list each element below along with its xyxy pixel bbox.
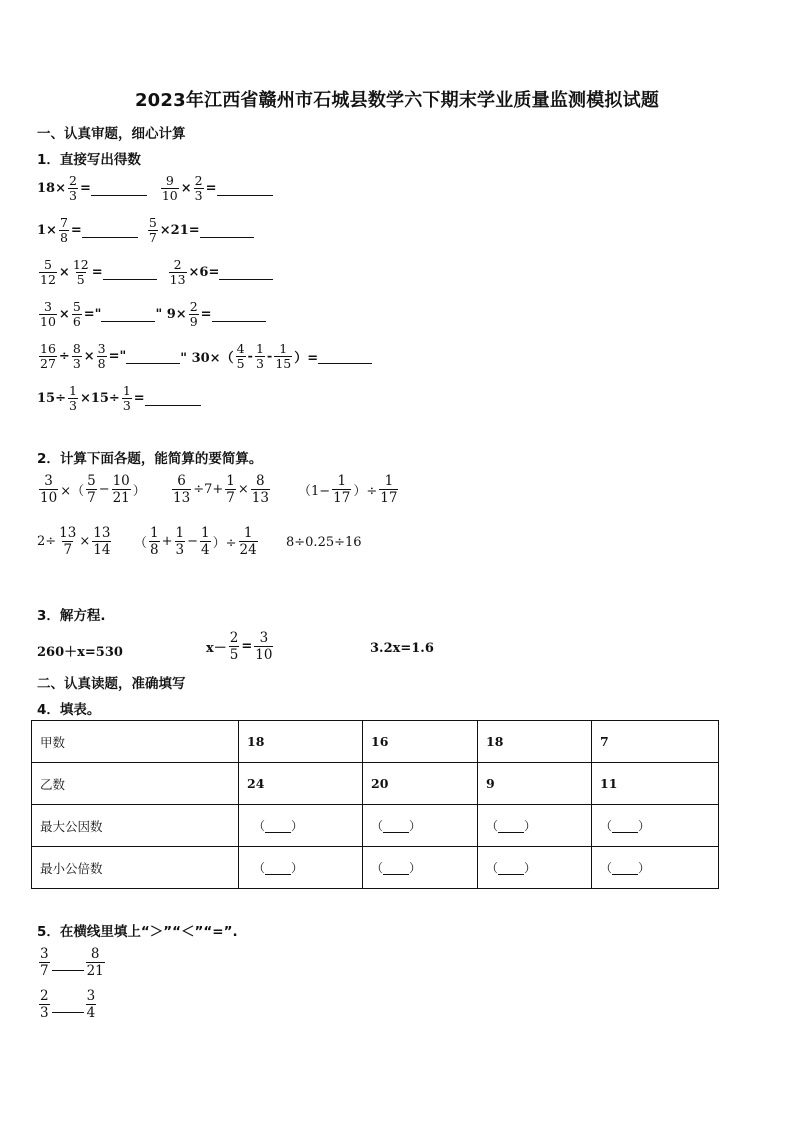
text: −: [187, 534, 199, 549]
denominator: 21: [86, 963, 104, 979]
numerator: 3: [44, 473, 53, 489]
fraction: [86, 473, 97, 506]
fraction: [251, 473, 270, 506]
denominator: 21: [112, 490, 130, 506]
answer-cell[interactable]: [363, 805, 478, 847]
fraction: [255, 342, 265, 371]
compare-blank[interactable]: [52, 996, 84, 1013]
fraction: [72, 342, 82, 371]
text: +: [161, 534, 173, 549]
text: ×（: [60, 484, 85, 499]
numerator: 12: [72, 257, 89, 272]
row-header: 甲数: [32, 721, 239, 763]
numerator: 1: [122, 383, 131, 398]
question-3-label: 3．解方程.: [37, 608, 106, 624]
answer-blank[interactable]: [498, 862, 524, 875]
answer-cell[interactable]: [592, 805, 719, 847]
numerator: 1: [175, 525, 185, 541]
close-paren: ）: [638, 819, 651, 833]
denominator: 13: [169, 272, 186, 287]
fraction: [189, 300, 199, 329]
denominator: 8: [97, 356, 106, 371]
fraction: [112, 473, 131, 506]
text: ÷7+: [193, 482, 224, 497]
numerator: 1: [384, 473, 394, 489]
fraction: [39, 342, 57, 371]
answer-cell[interactable]: [592, 847, 719, 889]
text: =: [91, 265, 103, 280]
question-5-label: 5．在横线里填上“＞”“＜”“=”.: [37, 924, 238, 940]
table-cell: 20: [363, 763, 478, 805]
text: ）=: [294, 351, 319, 366]
text: ×15÷: [79, 391, 120, 406]
fraction: [229, 630, 240, 663]
numerator: 5: [87, 473, 96, 489]
answer-blank[interactable]: [217, 181, 273, 196]
denominator: 10: [40, 314, 56, 329]
denominator: 3: [40, 1005, 49, 1021]
q5-compare-1: [37, 946, 107, 979]
row-header: 最大公因数: [32, 805, 239, 847]
answer-blank[interactable]: [219, 265, 273, 280]
answer-cell[interactable]: [239, 805, 363, 847]
fraction: [148, 216, 158, 245]
text: 15÷: [37, 391, 66, 406]
numerator: 2: [229, 630, 239, 646]
denominator: 9: [189, 314, 198, 329]
answer-cell[interactable]: [239, 847, 363, 889]
open-paren: （: [600, 819, 613, 833]
numerator: 3: [43, 299, 52, 314]
denominator: 27: [40, 356, 56, 371]
denominator: 3: [194, 188, 203, 203]
denominator: 7: [40, 963, 49, 979]
q3-equation-3: [370, 641, 434, 656]
question-4-label: 4．填表。: [37, 702, 101, 718]
answer-blank[interactable]: [101, 307, 155, 322]
text: =: [205, 181, 217, 196]
table-cell: 16: [363, 721, 478, 763]
text: 260＋x=530: [37, 645, 123, 660]
answer-blank[interactable]: [498, 820, 524, 833]
answer-blank[interactable]: [265, 820, 291, 833]
text: −: [98, 482, 110, 497]
denominator: 6: [72, 314, 81, 329]
denominator: 5: [236, 356, 245, 371]
denominator: 15: [275, 356, 292, 371]
text: =: [133, 391, 145, 406]
numerator: 10: [112, 473, 130, 489]
fraction: [254, 630, 273, 663]
table-row: [32, 763, 719, 805]
fraction: [332, 473, 351, 506]
answer-blank[interactable]: [612, 820, 638, 833]
q2-expr-4: [37, 525, 113, 558]
answer-blank[interactable]: [383, 820, 409, 833]
text: ÷: [58, 349, 70, 364]
open-paren: （: [486, 819, 499, 833]
text: ）÷: [353, 484, 378, 499]
table-cell: 11: [592, 763, 719, 805]
fill-in-table: [31, 720, 719, 889]
numerator: 2: [68, 173, 77, 188]
answer-blank[interactable]: [91, 181, 147, 196]
numerator: 13: [93, 525, 111, 541]
denominator: 7: [87, 490, 96, 506]
table-cell: 9: [478, 763, 592, 805]
q1-row-2: [37, 216, 254, 245]
row-header: 最小公倍数: [32, 847, 239, 889]
denominator: 3: [175, 542, 185, 558]
close-paren: ）: [638, 861, 651, 875]
close-paren: ）: [291, 819, 304, 833]
text: =": [108, 349, 127, 364]
q2-expr-1: [37, 473, 146, 506]
section-1-heading: 一、认真审题，细心计算: [37, 126, 186, 142]
fraction: [39, 300, 57, 329]
text: ）: [132, 484, 146, 499]
answer-blank[interactable]: [103, 265, 157, 280]
numerator: 7: [59, 215, 68, 230]
fraction: [169, 258, 187, 287]
open-paren: （: [600, 861, 613, 875]
denominator: 3: [122, 398, 131, 413]
text: ×: [237, 482, 249, 497]
text: =: [241, 639, 253, 654]
fraction: [72, 300, 82, 329]
denominator: 10: [40, 490, 58, 506]
q1-row-5: [37, 342, 372, 371]
numerator: 1: [150, 525, 159, 541]
fraction: [39, 946, 50, 979]
table-cell: 18: [239, 721, 363, 763]
numerator: 3: [40, 946, 49, 962]
numerator: 1: [201, 525, 210, 541]
text: ×6=: [188, 265, 220, 280]
text: （: [134, 536, 148, 551]
text: ×: [83, 349, 95, 364]
row-header: 乙数: [32, 763, 239, 805]
fraction: [68, 384, 78, 413]
answer-blank[interactable]: [200, 223, 254, 238]
fraction: [379, 473, 398, 506]
numerator: 5: [72, 299, 81, 314]
text: 8÷0.25÷16: [286, 535, 362, 550]
fraction: [86, 988, 97, 1021]
answer-blank[interactable]: [612, 862, 638, 875]
answer-blank[interactable]: [383, 862, 409, 875]
denominator: 17: [380, 490, 398, 506]
numerator: 16: [40, 341, 56, 356]
denominator: 13: [251, 490, 269, 506]
q1-row-4: [37, 300, 266, 329]
answer-blank[interactable]: [212, 307, 266, 322]
numerator: 8: [256, 473, 265, 489]
table-row: [32, 847, 719, 889]
fraction: [161, 174, 179, 203]
open-paren: （: [253, 819, 266, 833]
numerator: 1: [279, 341, 288, 356]
fraction: [72, 258, 90, 287]
text: 1×: [37, 223, 57, 238]
numerator: 2: [189, 299, 198, 314]
denominator: 4: [86, 1005, 96, 1021]
fraction: [236, 342, 246, 371]
numerator: 1: [337, 473, 347, 489]
denominator: 24: [239, 542, 257, 558]
denominator: 4: [201, 542, 210, 558]
answer-blank[interactable]: [318, 349, 372, 364]
numerator: 3: [259, 630, 269, 646]
section-2-heading: 二、认真读题，准确填写: [37, 676, 186, 692]
denominator: 3: [68, 398, 77, 413]
close-paren: ）: [524, 861, 537, 875]
text: ）÷: [212, 536, 237, 551]
text: =: [200, 307, 212, 322]
denominator: 17: [333, 490, 351, 506]
q1-row-6: [37, 384, 201, 413]
table-cell: 7: [592, 721, 719, 763]
denominator: 7: [226, 490, 235, 506]
compare-blank[interactable]: [52, 954, 84, 971]
table-cell: 18: [478, 721, 592, 763]
numerator: 8: [90, 946, 100, 962]
denominator: 5: [76, 272, 85, 287]
text: ×21=: [159, 223, 200, 238]
numerator: 9: [165, 173, 174, 188]
numerator: 8: [72, 341, 81, 356]
answer-blank[interactable]: [82, 223, 138, 238]
answer-blank[interactable]: [265, 862, 291, 875]
q2-expr-3: [298, 473, 400, 506]
denominator: 3: [68, 188, 77, 203]
numerator: 2: [40, 988, 49, 1004]
denominator: 7: [148, 230, 157, 245]
denominator: 5: [229, 647, 239, 663]
text: ×: [79, 534, 91, 549]
numerator: 2: [173, 257, 182, 272]
numerator: 3: [97, 341, 106, 356]
numerator: 1: [255, 341, 264, 356]
fraction: [68, 174, 78, 203]
question-1-label: 1．直接写出得数: [37, 152, 141, 168]
numerator: 1: [243, 525, 253, 541]
text: =: [79, 181, 91, 196]
open-paren: （: [486, 861, 499, 875]
denominator: 13: [173, 490, 191, 506]
q3-equation-1: [37, 641, 123, 660]
text: ×: [180, 181, 192, 196]
text: " 30×（: [180, 351, 234, 366]
fraction: [274, 342, 292, 371]
text: -: [266, 349, 273, 364]
text: =": [83, 307, 102, 322]
text: 18×: [37, 181, 66, 196]
fraction: [39, 473, 58, 506]
numerator: 5: [43, 257, 52, 272]
text: 2÷: [37, 534, 57, 549]
fraction: [172, 473, 191, 506]
table-cell: 24: [239, 763, 363, 805]
answer-cell[interactable]: [363, 847, 478, 889]
denominator: 10: [255, 647, 273, 663]
denominator: 12: [40, 272, 56, 287]
answer-blank[interactable]: [145, 391, 201, 406]
text: -: [247, 349, 253, 364]
fraction: [239, 525, 258, 558]
open-paren: （: [371, 819, 384, 833]
fraction: [194, 174, 204, 203]
text: 3.2x=1.6: [370, 641, 434, 656]
denominator: 10: [161, 188, 178, 203]
numerator: 6: [177, 473, 186, 489]
numerator: 3: [86, 988, 96, 1004]
fraction: [122, 384, 132, 413]
open-paren: （: [371, 861, 384, 875]
close-paren: ）: [409, 861, 422, 875]
fraction: [149, 525, 160, 558]
answer-cell[interactable]: [478, 847, 592, 889]
q1-row-1: [37, 174, 273, 203]
numerator: 2: [194, 173, 203, 188]
fraction: [86, 946, 105, 979]
answer-blank[interactable]: [126, 349, 180, 364]
denominator: 3: [72, 356, 81, 371]
fraction: [39, 988, 50, 1021]
text: ×: [58, 307, 70, 322]
text: ×: [58, 265, 70, 280]
page-title: 2023年江西省赣州市石城县数学六下期末学业质量监测模拟试题: [134, 90, 660, 111]
close-paren: ）: [524, 819, 537, 833]
open-paren: （: [253, 861, 266, 875]
numerator: 1: [226, 473, 235, 489]
fraction: [200, 525, 211, 558]
denominator: 3: [255, 356, 264, 371]
numerator: 4: [236, 341, 245, 356]
text: =: [70, 223, 82, 238]
fraction: [58, 525, 77, 558]
q5-compare-2: [37, 988, 98, 1021]
fraction: [59, 216, 69, 245]
question-2-label: 2．计算下面各题，能简算的要简算。: [37, 451, 263, 467]
close-paren: ）: [409, 819, 422, 833]
numerator: 5: [148, 215, 157, 230]
denominator: 8: [150, 542, 159, 558]
text: " 9×: [155, 307, 187, 322]
text: （1−: [298, 484, 331, 499]
q3-equation-2: [206, 630, 275, 663]
denominator: 8: [59, 230, 68, 245]
q2-expr-2: [170, 473, 272, 506]
numerator: 1: [68, 383, 77, 398]
fraction: [225, 473, 236, 506]
close-paren: ）: [291, 861, 304, 875]
table-row: [32, 721, 719, 763]
q1-row-3: [37, 258, 273, 287]
q2-expr-5: [134, 525, 260, 558]
fraction: [39, 258, 57, 287]
denominator: 7: [63, 542, 73, 558]
fraction: [175, 525, 186, 558]
numerator: 13: [59, 525, 77, 541]
fraction: [97, 342, 107, 371]
answer-cell[interactable]: [478, 805, 592, 847]
q2-expr-6: [286, 535, 362, 550]
table-row: [32, 805, 719, 847]
denominator: 14: [93, 542, 111, 558]
fraction: [92, 525, 111, 558]
text: x－: [206, 641, 227, 656]
